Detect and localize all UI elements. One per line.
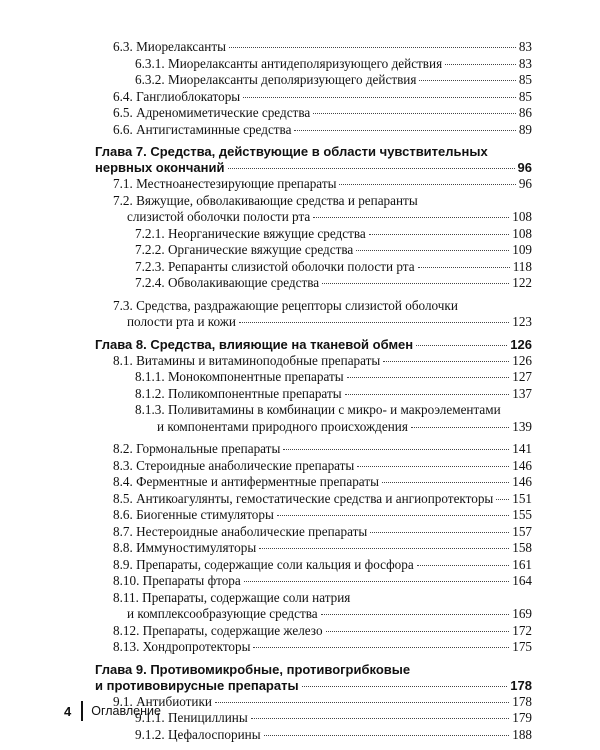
dot-leader — [228, 168, 515, 169]
toc-item — [95, 507, 532, 524]
toc-title-line: 7.2.2. Органические вяжущие средства — [135, 242, 354, 257]
toc-page-number: 158 — [512, 540, 532, 555]
toc-title-line: 7.2.1. Неорганические вяжущие средства — [135, 225, 366, 241]
dot-leader — [369, 234, 509, 235]
toc-page-number: 169 — [512, 606, 532, 621]
toc-title-line: 7.2. Вяжущие, обволакивающие средства и репаранты — [113, 192, 418, 208]
dot-leader — [382, 482, 509, 483]
toc-item — [95, 56, 532, 73]
toc-item — [95, 369, 532, 386]
toc-page-number: 127 — [512, 369, 532, 384]
toc-title-line: Глава 8. Средства, влияющие на тканевой обмен — [95, 336, 414, 352]
dot-leader — [229, 47, 516, 48]
dot-leader — [322, 283, 509, 284]
toc-item — [95, 242, 532, 259]
toc-page-number: 172 — [512, 622, 532, 638]
toc-title-line: 8.1.1. Монокомпонентные препараты — [135, 369, 344, 384]
toc-title-line: 8.11. Препараты, содержащие соли натрия — [113, 589, 351, 605]
toc-title-line: 8.5. Антикоагулянты, гемостатические средства и ангиопротекторы — [113, 490, 494, 506]
toc-page-number: 157 — [512, 523, 532, 539]
dot-leader — [264, 735, 510, 736]
page-footer — [64, 700, 161, 722]
toc-page-number: 175 — [512, 639, 532, 654]
dot-leader — [339, 184, 515, 185]
toc-page-number: 126 — [512, 352, 532, 368]
toc-item — [95, 540, 532, 557]
toc-chapter — [95, 337, 532, 353]
table-of-contents — [95, 39, 532, 743]
dot-leader — [419, 80, 515, 81]
toc-page-number: 89 — [518, 121, 532, 137]
dot-leader — [370, 532, 509, 533]
toc-title-line: 8.4. Ферментные и антиферментные препараты — [113, 474, 379, 489]
toc-page-number: 83 — [518, 55, 532, 71]
toc-title-line: 6.5. Адреномиметические средства — [113, 105, 311, 120]
toc-page-number: 85 — [518, 88, 532, 104]
toc-page-number: 122 — [512, 275, 532, 290]
toc-item — [95, 573, 532, 590]
dot-leader — [496, 499, 509, 500]
toc-item — [95, 353, 532, 370]
toc-title-line: 8.12. Препараты, содержащие железо — [113, 622, 323, 638]
toc-item — [95, 176, 532, 193]
toc-page-number: 108 — [512, 225, 532, 241]
toc-page-number: 139 — [512, 418, 532, 434]
toc-page-number: 85 — [518, 72, 532, 87]
toc-item — [95, 474, 532, 491]
toc-page-number: 178 — [512, 693, 532, 709]
toc-title-line: и комплексообразующие средства — [127, 606, 318, 621]
dot-leader — [253, 647, 509, 648]
toc-page-number: 137 — [512, 385, 532, 401]
toc-item — [95, 623, 532, 640]
toc-item — [95, 441, 532, 458]
toc-page-number: 141 — [512, 441, 532, 456]
dot-leader — [347, 377, 510, 378]
toc-page-number: 126 — [510, 336, 532, 352]
dot-leader — [294, 130, 515, 131]
toc-title-line: 7.2.3. Репаранты слизистой оболочки полости рта — [135, 258, 415, 274]
toc-page-number: 146 — [512, 474, 532, 489]
dot-leader — [345, 394, 510, 395]
toc-item — [95, 39, 532, 56]
toc-title-line: 6.4. Ганглиоблокаторы — [113, 88, 241, 104]
toc-page-number: 108 — [512, 209, 532, 224]
toc-title-line: 8.1.2. Поликомпонентные препараты — [135, 385, 342, 401]
toc-title-line: 9.1.1. Пенициллины — [135, 710, 248, 725]
toc-item — [95, 275, 532, 292]
dot-leader — [215, 702, 509, 703]
toc-item — [95, 105, 532, 122]
toc-page-number: 161 — [512, 556, 532, 572]
toc-title-line: слизистой оболочки полости рта — [127, 209, 311, 224]
dot-leader — [251, 718, 510, 719]
toc-item — [95, 402, 532, 435]
toc-title-line: 8.13. Хондропротекторы — [113, 639, 251, 654]
toc-title-line: 8.8. Иммуностимуляторы — [113, 540, 257, 555]
footer-page-number: 4 — [64, 703, 72, 719]
toc-item — [95, 458, 532, 475]
dot-leader — [411, 427, 509, 428]
dot-leader — [383, 361, 509, 362]
toc-title-line: 6.3.1. Миорелаксанты антидеполяризующего действия — [135, 55, 443, 71]
toc-item — [95, 491, 532, 508]
toc-title-line: Глава 9. Противомикробные, противогрибковые — [95, 661, 411, 677]
toc-title-line: 8.3. Стероидные анаболические препараты — [113, 457, 355, 473]
dot-leader — [326, 631, 510, 632]
dot-leader — [445, 64, 516, 65]
toc-page-number: 178 — [510, 677, 532, 693]
toc-title-line: 8.1. Витамины и витаминоподобные препараты — [113, 352, 381, 368]
dot-leader — [277, 515, 509, 516]
toc-title-line: 6.3. Миорелаксанты — [113, 39, 226, 54]
toc-item — [95, 259, 532, 276]
toc-page-number: 96 — [517, 160, 532, 175]
toc-chapter — [95, 144, 532, 176]
toc-item — [95, 122, 532, 139]
toc-item — [95, 590, 532, 623]
toc-title-line: и компонентами природного происхождения — [157, 418, 408, 434]
toc-page-number: 188 — [512, 726, 532, 742]
toc-title-line: 8.6. Биогенные стимуляторы — [113, 507, 274, 522]
dot-leader — [244, 581, 509, 582]
toc-title-line: 6.3.2. Миорелаксанты деполяризующего действия — [135, 72, 417, 87]
toc-page-number: 83 — [518, 39, 532, 54]
toc-page-number: 118 — [512, 258, 532, 274]
dot-leader — [416, 345, 507, 346]
dot-leader — [259, 548, 509, 549]
toc-page-number: 179 — [512, 710, 532, 725]
toc-title-line: 8.7. Нестероидные анаболические препараты — [113, 523, 368, 539]
toc-title-line: нервных окончаний — [95, 160, 225, 175]
toc-title-line: Глава 7. Средства, действующие в области чувствительных — [95, 144, 488, 159]
dot-leader — [243, 97, 516, 98]
toc-item — [95, 226, 532, 243]
toc-item — [95, 727, 532, 744]
toc-item — [95, 557, 532, 574]
dot-leader — [313, 217, 509, 218]
dot-leader — [239, 322, 509, 323]
toc-title-line: 8.9. Препараты, содержащие соли кальция и фосфора — [113, 556, 414, 572]
toc-item — [95, 193, 532, 226]
dot-leader — [356, 250, 509, 251]
toc-title-line: 7.3. Средства, раздражающие рецепторы слизистой оболочки — [113, 297, 458, 313]
toc-page-number: 146 — [512, 457, 532, 473]
dot-leader — [313, 113, 516, 114]
toc-page-number: 164 — [512, 573, 532, 588]
toc-page-number: 123 — [512, 314, 532, 329]
dot-leader — [321, 614, 510, 615]
toc-title-line: 8.2. Гормональные препараты — [113, 441, 281, 456]
dot-leader — [283, 449, 509, 450]
toc-item — [95, 89, 532, 106]
toc-item — [95, 639, 532, 656]
toc-title-line: 7.1. Местноанестезирующие препараты — [113, 176, 337, 191]
toc-title-line: 8.1.3. Поливитамины в комбинации с микро- и макроэлементами — [135, 402, 501, 417]
toc-page-number: 151 — [512, 490, 532, 506]
toc-item — [95, 386, 532, 403]
toc-page-number: 86 — [518, 105, 532, 120]
toc-item — [95, 298, 532, 331]
footer-section-title: Оглавление — [91, 704, 161, 718]
toc-title-line: 8.10. Препараты фтора — [113, 573, 241, 588]
toc-title-line: и противовирусные препараты — [95, 677, 299, 693]
toc-page-number: 109 — [512, 242, 532, 257]
toc-page-number: 96 — [518, 176, 532, 191]
dot-leader — [417, 565, 510, 566]
toc-item — [95, 72, 532, 89]
toc-page-number: 155 — [512, 507, 532, 522]
toc-title-line: 6.6. Антигистаминные средства — [113, 121, 292, 137]
toc-title-line: 9.1. Антибиотики — [113, 693, 212, 709]
footer-divider — [81, 701, 83, 721]
dot-leader — [302, 686, 508, 687]
toc-title-line: 9.1.2. Цефалоспорины — [135, 726, 261, 742]
toc-title-line: 7.2.4. Обволакивающие средства — [135, 275, 320, 290]
toc-item — [95, 524, 532, 541]
toc-title-line: полости рта и кожи — [127, 314, 236, 329]
toc-chapter — [95, 662, 532, 694]
dot-leader — [418, 267, 510, 268]
dot-leader — [357, 466, 509, 467]
